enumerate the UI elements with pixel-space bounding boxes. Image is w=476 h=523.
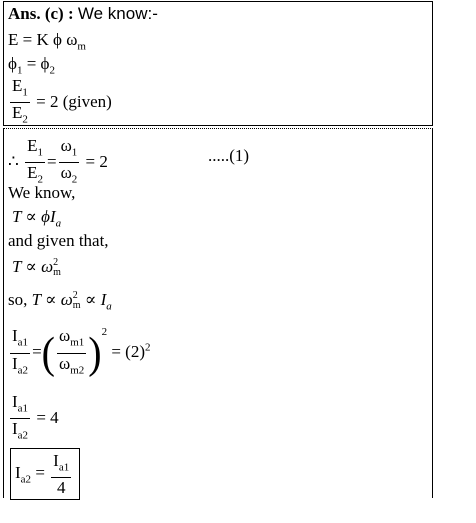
answer-header <box>8 4 158 24</box>
frac3-num: ω <box>60 136 72 155</box>
eq1-rhs: = 2 <box>85 151 108 171</box>
final-num-sub: a1 <box>58 461 70 474</box>
ia-den-sub: a2 <box>17 363 29 376</box>
final-lhs-sub: a2 <box>20 473 32 486</box>
outer-sup: 2 <box>101 326 108 338</box>
frac3-num-sub: 1 <box>71 146 78 159</box>
final-num: I <box>53 451 59 470</box>
fraction-ia1-ia2 <box>10 326 30 380</box>
ratio-rhs: = (2) <box>111 342 145 361</box>
fraction-ia1-ia2-b <box>10 392 30 446</box>
equation-current-ratio: $\frac{I_{a1}}{I_{a2}}$ =( $\frac{\omega_{m1}}{\omega_{m2}}$ )$^2 = (2)^2$ <box>8 322 151 382</box>
answer-label: Ans. (c) : <box>8 4 74 23</box>
equation-torque-speed <box>12 257 61 278</box>
wm-num: ω <box>58 326 71 346</box>
frac-num: E <box>12 76 23 95</box>
fraction-e1-e2 <box>10 76 30 130</box>
equation-ratio-4 <box>8 392 59 446</box>
torque-text: T ∝ ϕI <box>12 207 56 226</box>
wm-num-sub: m1 <box>70 336 85 349</box>
final-lhs: I <box>15 463 21 483</box>
frac3-den-sub: 2 <box>71 173 78 186</box>
ratio-4-rhs: = 4 <box>36 407 59 427</box>
ia-num: I <box>12 326 18 346</box>
flux-left-sub: 1 <box>16 64 23 77</box>
ratio-rhs-sup: 2 <box>145 341 151 354</box>
so-sub: m <box>72 300 81 312</box>
equation-so <box>8 290 112 316</box>
fraction-w1-w2 <box>59 136 80 190</box>
frac-den: E <box>12 103 23 123</box>
given-that-text: and given that, <box>8 231 109 250</box>
we-know-text: We know, <box>8 183 76 202</box>
fraction-wm1-wm2 <box>57 326 86 380</box>
emf-sub: m <box>77 40 86 53</box>
so-text-torque: T ∝ ω <box>31 290 73 309</box>
wm-den-sub: m2 <box>70 363 85 376</box>
so-tail: ∝ I <box>84 290 107 309</box>
frac3-den: ω <box>60 163 72 183</box>
ia2-num: I <box>12 392 18 411</box>
answer-intro: We know:- <box>77 4 158 23</box>
ia2-den-sub: a2 <box>17 429 29 442</box>
right-paren: ) <box>88 327 102 378</box>
torque-speed-sup: 2 <box>53 257 59 269</box>
flux-left: ϕ <box>8 54 17 73</box>
wm-den: ω <box>58 353 71 373</box>
frac2-num-sub: 1 <box>37 146 43 159</box>
equals: = <box>46 151 57 171</box>
torque-sub: a <box>55 217 62 230</box>
frac-num-sub: 1 <box>22 86 28 99</box>
flux-right-sub: 2 <box>49 64 55 77</box>
so-tail-sub: a <box>106 300 112 313</box>
equation-tag: .....(1) <box>208 146 250 165</box>
ia2-num-sub: a1 <box>17 402 29 415</box>
equation-torque-flux <box>12 207 61 233</box>
frac-den-sub: 2 <box>22 113 28 126</box>
frac2-den: E <box>27 163 38 183</box>
frac2-den-sub: 2 <box>37 173 43 186</box>
frac2-num: E <box>27 136 38 155</box>
flux-mid: = ϕ <box>22 54 50 73</box>
left-paren: ( <box>41 327 55 378</box>
ia-den: I <box>12 353 18 373</box>
so-text: so, <box>8 290 28 309</box>
fraction-ia1-4 <box>51 451 71 497</box>
equation-1 <box>8 136 250 190</box>
equation-ratio-given <box>8 76 112 130</box>
so-sup: 2 <box>72 290 78 302</box>
emf-text: E = K ϕ ω <box>8 30 78 49</box>
final-answer-box: $I_{a2}$ = $\frac{I_{a1}}{4}$ <box>10 448 80 500</box>
final-den: 4 <box>56 478 66 498</box>
therefore-symbol: ∴ <box>8 151 19 171</box>
given-rhs: = 2 (given) <box>36 91 112 111</box>
equation-emf <box>8 30 86 56</box>
ia2-den: I <box>12 419 18 439</box>
torque-speed-text: T ∝ ω <box>12 257 54 276</box>
torque-speed-sub: m <box>53 267 61 279</box>
final-answer <box>10 448 80 500</box>
ia-num-sub: a1 <box>17 336 29 349</box>
fraction-e1-e2-b <box>25 136 45 190</box>
